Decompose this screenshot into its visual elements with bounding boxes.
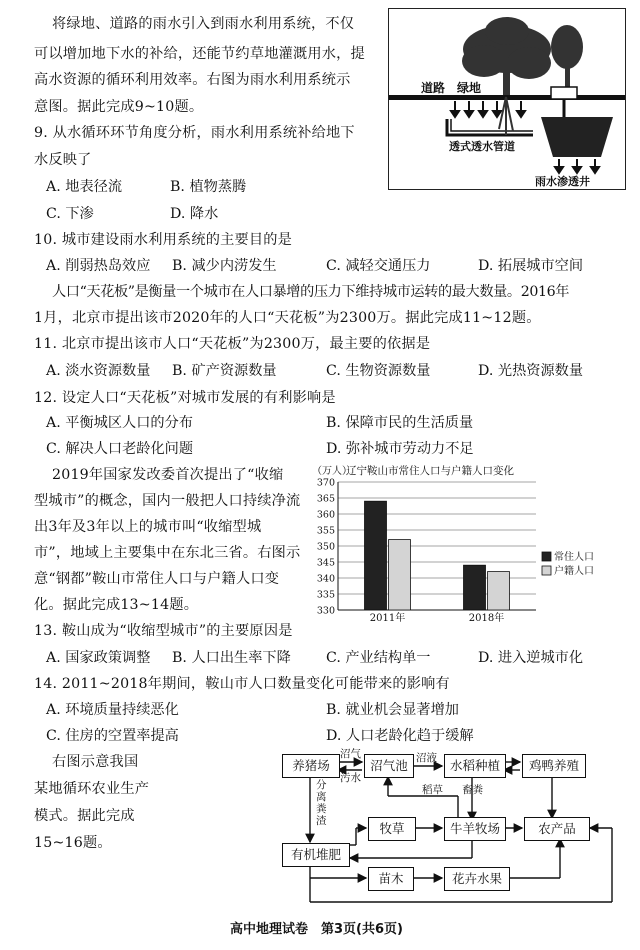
q12-option-b: B. 保障市民的生活质量 (326, 415, 474, 431)
q11-option-a: A. 淡水资源数量 (46, 363, 151, 379)
intro3-line4: 市”，地域上主要集中在东北三省。右图示 (34, 545, 301, 561)
chart-ytick-label: 360 (316, 509, 335, 521)
intro2-line2: 1月，北京市提出该市2020年的人口“天花板”为2300万。据此完成11~12题。 (34, 310, 541, 326)
intro1-line4: 意图。据此完成9~10题。 (34, 99, 204, 115)
circular-agriculture-diagram (270, 746, 630, 908)
intro3-line1: 2019年国家发改委首次提出了“收缩 (52, 467, 284, 483)
chart-bar (389, 540, 411, 610)
q13-option-c: C. 产业结构单一 (326, 650, 431, 666)
chart-xtick-label: 2018年 (468, 613, 505, 622)
q13-option-d: D. 进入逆城市化 (478, 650, 584, 666)
chart-legend-label: 常住人口 (554, 552, 594, 563)
q14-option-b: B. 就业机会显著增加 (326, 702, 459, 718)
label-separate-2: 离 (316, 791, 327, 803)
q11-option-c: C. 生物资源数量 (326, 363, 431, 379)
label-biogas: 沼气 (340, 748, 361, 760)
intro4-line2: 某地循环农业生产 (34, 781, 150, 797)
q14-option-d: D. 人口老龄化趋于缓解 (326, 728, 474, 744)
chart-title: 辽宁鞍山市常住人口与户籍人口变化 (346, 465, 514, 477)
q12-stem: 12. 设定人口“天花板”对城市发展的有利影响是 (34, 390, 336, 406)
q13-option-a: A. 国家政策调整 (46, 650, 151, 666)
chart-ytick-label: 340 (316, 573, 335, 585)
box-cattle-sheep: 牛羊牧场 (444, 817, 506, 841)
population-chart-svg (310, 462, 630, 622)
intro1-line2: 可以增加地下水的补给，还能节约草地灌溉用水，提 (34, 46, 365, 62)
q9-option-b: B. 植物蒸腾 (170, 179, 247, 195)
chart-ytick-label: 355 (316, 525, 335, 537)
box-pasture: 牧草 (368, 817, 416, 841)
label-separate-3: 粪 (316, 803, 327, 815)
chart-ytick-label: 365 (316, 493, 335, 505)
q12-option-d: D. 弥补城市劳动力不足 (326, 441, 474, 457)
label-separate-1: 分 (316, 779, 327, 791)
intro3-line5: 意“钢都”鞍山市常住人口与户籍人口变 (34, 571, 280, 587)
q12-option-a: A. 平衡城区人口的分布 (46, 415, 193, 431)
label-well: 雨水渗透井 (535, 175, 590, 188)
box-compost: 有机堆肥 (282, 843, 350, 867)
q9-option-d: D. 降水 (170, 206, 219, 222)
intro1-line1: 将绿地、道路的雨水引入到雨水利用系统，不仅 (52, 16, 355, 32)
page-footer: 高中地理试卷 第3页(共6页) (230, 922, 403, 937)
box-pig-farm: 养猪场 (282, 754, 340, 778)
intro4-line4: 15~16题。 (34, 835, 112, 851)
q11-stem: 11. 北京市提出该市人口“天花板”为2300万，最主要的依据是 (34, 336, 431, 352)
intro3-line3: 出3年及3年以上的城市叫“收缩型城 (34, 519, 262, 535)
box-flower-fruit: 花卉水果 (444, 867, 510, 891)
box-agri-products: 农产品 (524, 817, 590, 841)
label-pipe: 透式透水管道 (449, 140, 515, 153)
label-road: 道路 (421, 81, 446, 95)
rainwater-system-figure (388, 8, 626, 190)
chart-legend-label: 户籍人口 (554, 566, 594, 577)
chart-xtick-label: 2011年 (369, 613, 406, 622)
chart-ytick-label: 345 (316, 557, 335, 569)
chart-ylabel: （万人） (312, 466, 352, 477)
chart-bar (464, 565, 486, 610)
label-manure: 畜粪 (462, 784, 483, 796)
intro4-line1: 右图示意我国 (52, 754, 139, 770)
chart-legend-swatch (542, 552, 551, 561)
q10-option-a: A. 削弱热岛效应 (46, 258, 151, 274)
intro3-line6: 化。据此完成13~14题。 (34, 597, 199, 613)
intro4-line3: 模式。据此完成 (34, 808, 135, 824)
chart-legend-swatch (542, 566, 551, 575)
q14-option-c: C. 住房的空置率提高 (46, 728, 179, 744)
box-biogas-pool: 沼气池 (364, 754, 414, 778)
q13-option-b: B. 人口出生率下降 (172, 650, 291, 666)
chart-bar (488, 572, 510, 610)
box-seedlings: 苗木 (368, 867, 414, 891)
label-straw: 稻草 (422, 784, 443, 796)
q9-option-a: A. 地表径流 (46, 179, 123, 195)
q11-option-b: B. 矿产资源数量 (172, 363, 277, 379)
intro2-line1: 人口“天花板”是衡量一个城市在人口暴增的压力下维持城市运转的最大数量。2016年 (52, 284, 569, 300)
q10-option-b: B. 减少内涝发生 (172, 258, 277, 274)
q9-stem-line1: 9. 从水循环环节角度分析，雨水利用系统补给地下 (34, 125, 355, 141)
q12-option-c: C. 解决人口老龄化问题 (46, 441, 194, 457)
label-green: 绿地 (457, 81, 482, 95)
q9-stem-line2: 水反映了 (34, 152, 92, 168)
q14-option-a: A. 环境质量持续恶化 (46, 702, 179, 718)
q14-stem: 14. 2011~2018年期间，鞍山市人口数量变化可能带来的影响有 (34, 676, 450, 692)
q10-stem: 10. 城市建设雨水利用系统的主要目的是 (34, 232, 293, 248)
q13-stem: 13. 鞍山成为“收缩型城市”的主要原因是 (34, 623, 293, 639)
label-separate-4: 渣 (316, 815, 327, 827)
q10-option-c: C. 减轻交通压力 (326, 258, 431, 274)
q11-option-d: D. 光热资源数量 (478, 363, 584, 379)
chart-ytick-label: 335 (316, 589, 335, 601)
chart-bar (365, 501, 387, 610)
intro1-line3: 高水资源的循环利用效率。右图为雨水利用系统示 (34, 72, 351, 88)
q10-option-d: D. 拓展城市空间 (478, 258, 584, 274)
population-chart (310, 462, 630, 622)
box-rice: 水稻种植 (444, 754, 506, 778)
rainwater-system-diagram (389, 9, 625, 189)
label-slurry: 沼液 (416, 752, 437, 764)
chart-ytick-label: 370 (316, 477, 335, 489)
chart-ytick-label: 330 (316, 605, 335, 617)
chart-ytick-label: 350 (316, 541, 335, 553)
q9-option-c: C. 下渗 (46, 206, 94, 222)
intro3-line2: 型城市”的概念，国内一般把人口持续净流 (34, 493, 301, 509)
box-poultry: 鸡鸭养殖 (522, 754, 586, 778)
label-sewage: 污水 (340, 772, 361, 784)
